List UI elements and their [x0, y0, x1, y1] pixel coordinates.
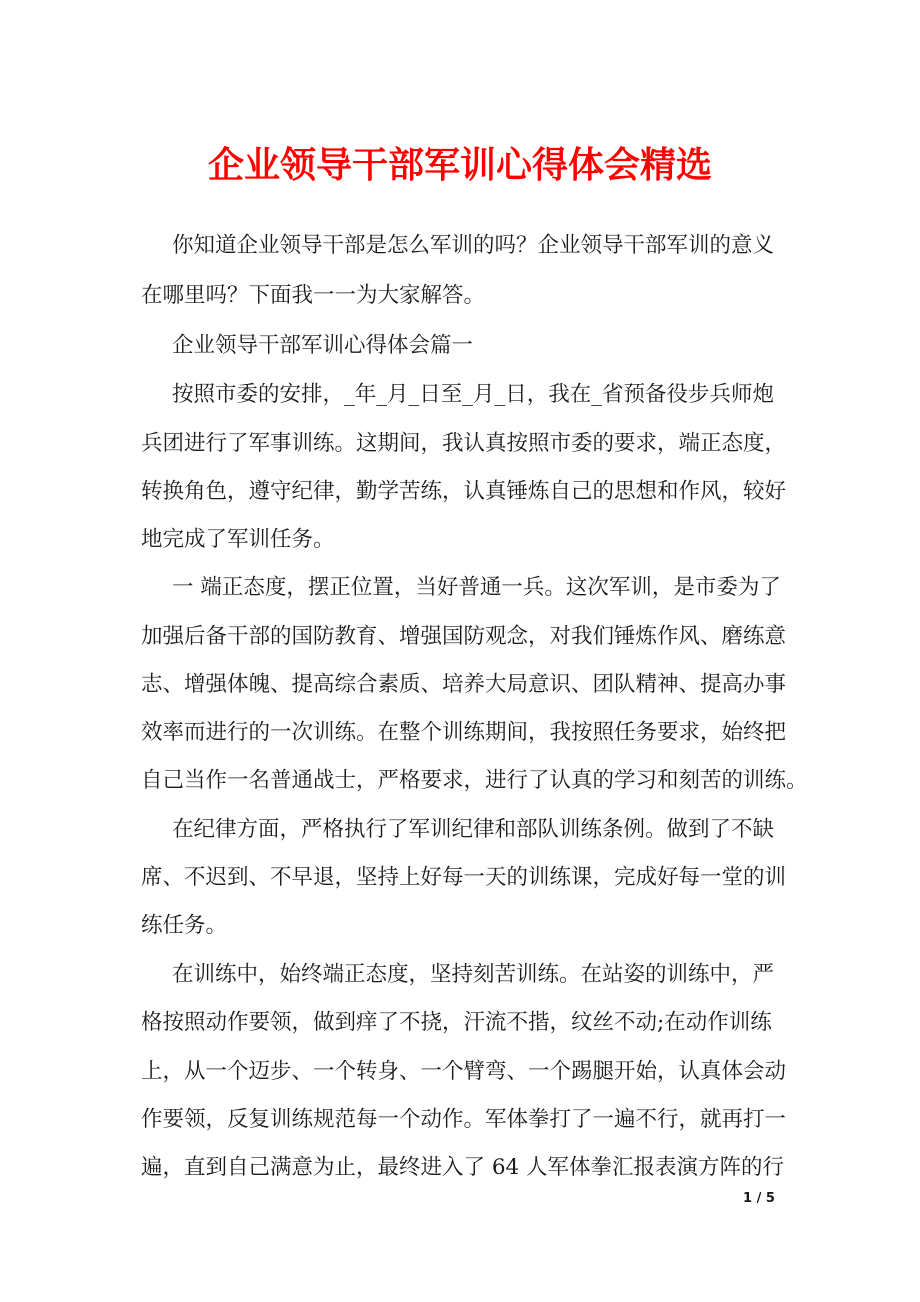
paragraph-line: 格按照动作要领，做到痒了不挠，汗流不揩，纹丝不动;在动作训练 — [141, 1010, 772, 1035]
paragraph-line: 兵团进行了军事训练。这期间，我认真按照市委的要求，端正态度， — [141, 431, 787, 456]
paragraph-line: 按照市委的安排，_年_月_日至_月_日，我在_省预备役步兵师炮 — [172, 382, 775, 407]
paragraph-line: 遍，直到自己满意为止，最终进入了 64 人军体拳汇报表演方阵的行 — [141, 1155, 785, 1180]
paragraph-line: 加强后备干部的国防教育、增强国防观念，对我们锤炼作风、磨练意 — [141, 624, 787, 649]
paragraph-line: 效率而进行的一次训练。在整个训练期间，我按照任务要求，始终把 — [141, 720, 787, 745]
paragraph-line: 练任务。 — [141, 913, 228, 938]
paragraph-line: 地完成了军训任务。 — [141, 527, 335, 552]
paragraph-line: 在纪律方面，严格执行了军训纪律和部队训练条例。做到了不缺 — [172, 817, 775, 842]
paragraph-line: 志、增强体魄、提高综合素质、培养大局意识、团队精神、提高办事 — [141, 672, 787, 697]
paragraph-line: 在训练中，始终端正态度，坚持刻苦训练。在站姿的训练中，严 — [172, 962, 775, 987]
paragraph-line: 席、不迟到、不早退，坚持上好每一天的训练课，完成好每一堂的训 — [141, 865, 787, 890]
paragraph-line: 自己当作一名普通战士，严格要求，进行了认真的学习和刻苦的训练。 — [141, 768, 808, 793]
page-number: 1 / 5 — [743, 1191, 775, 1206]
section-heading: 企业领导干部军训心得体会篇一 — [172, 333, 474, 358]
paragraph-line: 转换角色，遵守纪律，勤学苦练，认真锤炼自己的思想和作风，较好 — [141, 479, 787, 504]
paragraph-line: 你知道企业领导干部是怎么军训的吗？企业领导干部军训的意义 — [172, 233, 775, 258]
document-title: 企业领导干部军训心得体会精选 — [207, 144, 712, 186]
paragraph-line: 在哪里吗？下面我一一为大家解答。 — [141, 283, 486, 308]
paragraph-line: 一 端正态度，摆正位置，当好普通一兵。这次军训，是市委为了 — [172, 575, 781, 600]
paragraph-line: 上，从一个迈步、一个转身、一个臂弯、一个踢腿开始，认真体会动 — [141, 1059, 787, 1084]
paragraph-line: 作要领，反复训练规范每一个动作。军体拳打了一遍不行，就再打一 — [141, 1107, 787, 1132]
